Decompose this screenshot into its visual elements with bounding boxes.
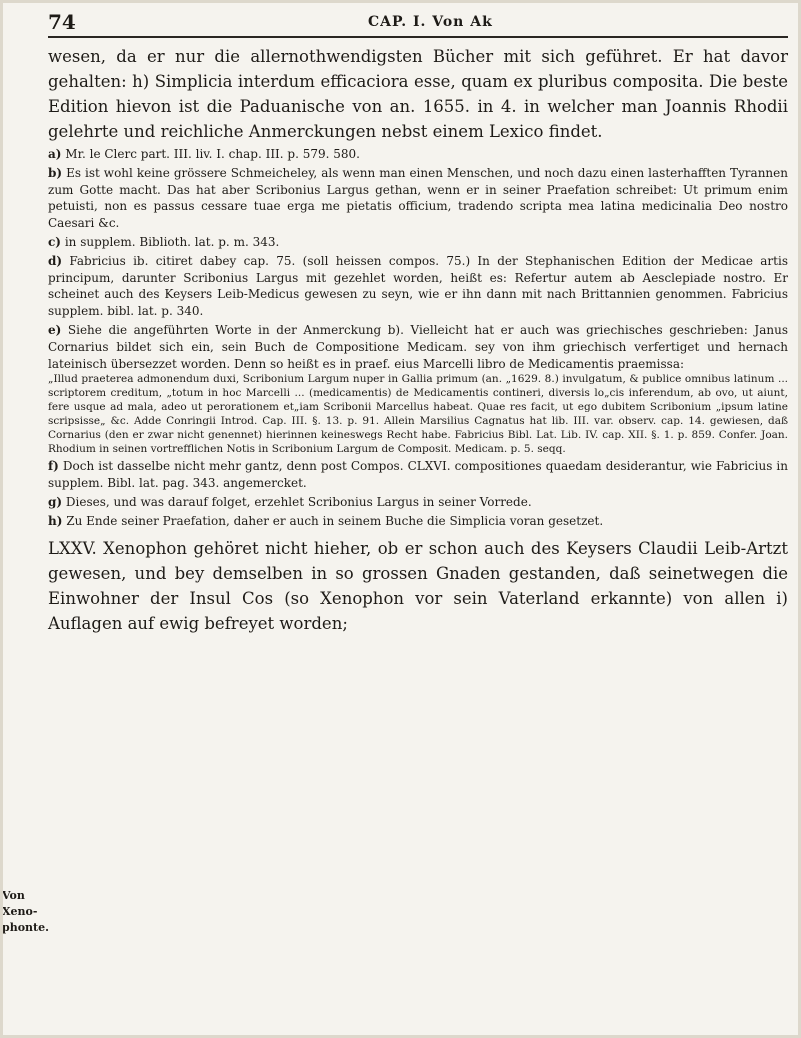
footnote-c (48, 234, 788, 251)
footnote-a (48, 146, 788, 163)
section-paragraph: LXXV. Xenophon gehöret nicht hieher, ob er schon auch des Keysers Claudii Leib-Artzt gewesen, und bey demselben in so grossen Gnaden gestanden, daß seinetwegen die Einwohner der Insul Cos (so Xenophon vor sein Vaterland erkannte) von allen i) Auflagen auf ewig befreyet worden; (48, 538, 788, 633)
footnote-text: Es ist wohl keine grössere Schmeicheley, als wenn man einen Menschen, und noch dazu einen lasterhafften Tyrannen zum Gotte macht. Das hat aber Scribonius Largus gethan, wenn er in seiner Praefation schreibet: Ut primum enim petuisti, non es passus cessare tuae erga me pietatis officium, tradendo scripta mea latina medicinalia Deo nostro Caesari &c. (48, 165, 788, 231)
footnote-mark: c) (48, 234, 61, 249)
footnote-text: Doch ist dasselbe nicht mehr gantz, denn post Compos. CLXVI. compositiones quaedam desiderantur, wie Fabricius in supplem. Bibl. lat. pag. 343. angemercket. (48, 459, 788, 491)
footnotes (48, 146, 788, 530)
footnote-g (48, 494, 788, 511)
page-number: 74 (48, 10, 76, 34)
body-paragraph: wesen, da er nur die allernothwendigsten Bücher mit sich geführet. Er hat davor gehalten: h) Simplicia interdum efficaciora esse, quam ex pluribus composita. Die beste Edition hievon ist die Paduanische von an. 1655. in 4. in welcher man Joannis Rhodii gelehrte und reichliche Anmerckungen nebst einem Lexico findet. (48, 47, 788, 141)
footnote-mark: g) (48, 494, 63, 509)
footnote-mark: h) (48, 513, 63, 528)
footnote-text: Siehe die angeführten Worte in der Anmerckung b). Vielleicht hat er auch was griechisches geschrieben: Janus Cornarius bildet sich ein, sein Buch de Compositione Medicam. sey von ihm griechisch verfertiget und hernach lateinisch übersezzet worden. Denn so heißt es in praef. eius Marcelli libro de Medicamentis praemissa: (48, 322, 788, 371)
footnote-d (48, 253, 788, 320)
running-head: CAP. I. Von Ak (368, 14, 493, 30)
page-header (48, 8, 788, 34)
margin-note: Von Xenophonte. (2, 889, 49, 934)
footnote-mark: e) (48, 322, 62, 337)
text-block (48, 44, 788, 636)
footnote-text: Mr. le Clerc part. III. liv. I. chap. III. p. 579. 580. (65, 147, 360, 161)
footnote-text: Zu Ende seiner Praefation, daher er auch in seinem Buche die Simplicia voran gesetzet. (66, 513, 604, 528)
header-rule (48, 36, 788, 38)
footnote-f (48, 458, 788, 492)
footnote-mark: a) (48, 147, 62, 161)
footnote-e (48, 322, 788, 372)
footnote-h (48, 513, 788, 530)
footnote-mark: b) (48, 165, 63, 180)
footnote-e-quote: „Illud praeterea admonendum duxi, Scribonium Largum nuper in Gallia primum (an. „1629. 8.) invulgatum, & publice omnibus latinum ... scriptorem creditum, „totum in hoc Marcelli ... (medicamentis) de Medicamentis contineri, diversis lo„cis inferendum, ab ovo, ut aiunt, fere usque ad mala, adeo ut perorationem et„iam Scribonii Marcellus habeat. Quae res facit, ut ego dubitem Scribonium „ipsum latine scripsisse„ &c. Adde Conringii Introd. Cap. III. §. 13. p. 91. Allein Marsilius Cagnatus hat lib. III. var. observ. cap. 14. gewiesen, daß Cornarius (den er zwar nicht genennet) hierinnen keineswegs Recht habe. Fabricius Bibl. Lat. Lib. IV. cap. XII. §. 1. p. 859. Confer. Joan. Rhodium in seinen vortrefflichen Notis in Scribonium Largum de Composit. Medicam. p. 5. seqq. (48, 373, 788, 456)
footnote-mark: d) (48, 253, 63, 268)
footnote-b (48, 165, 788, 232)
footnote-text: in supplem. Biblioth. lat. p. m. 343. (64, 234, 280, 249)
footnote-text: Dieses, und was darauf folget, erzehlet Scribonius Largus in seiner Vorrede. (65, 494, 532, 509)
footnote-mark: f) (48, 459, 59, 474)
footnote-text: Fabricius ib. citiret dabey cap. 75. (soll heissen compos. 75.) In der Stephanischen Edition der Medicae artis principum, darunter Scribonius Largus mit gezehlet worden, heißt es: Refertur autem ab Aesclepiade nostro. Er scheinet auch des Keysers Leib-Medicus gewesen zu seyn, wie er ihn dann mit nach Brittannien genommen. Fabricius supplem. bibl. lat. p. 340. (48, 253, 788, 319)
